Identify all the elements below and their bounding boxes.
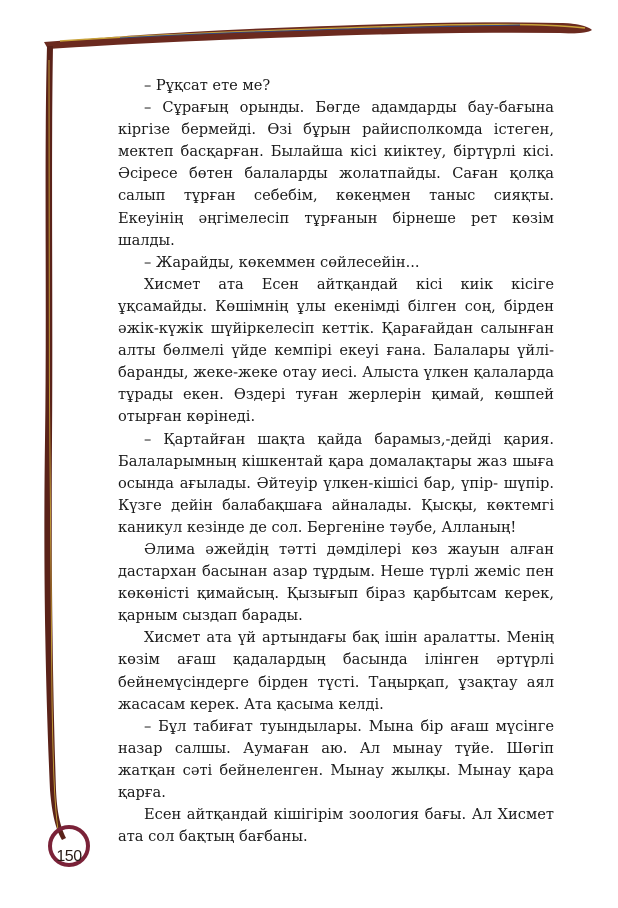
paragraph: – Сұрағың орынды. Бөгде адамдарды бау-бағына кіргізе бермейді. Өзі бұрын райисполкомда істеген, мектеп басқарған. Былайша кісі киіктеу, біртүрлі кісі. Әсіресе бөтен балаларды жолатпайды. Саған қолқа салып тұрған себебім, көкеңмен таныс сияқты. Екеуінің әңгімелесіп тұрғанын бірнеше рет көзім шалды. xyxy=(118,99,554,249)
page-number: 150 xyxy=(56,848,82,865)
paragraph: Хисмет ата үй артындағы бақ ішін аралатты. Менің көзім ағаш қадалардың басында ілінген әртүрлі бейнемүсіндерге бірден түсті. Таңырқап, ұзақтау аял жасасам керек. Ата қасыма келді. xyxy=(118,629,554,713)
page-body-text xyxy=(118,75,554,848)
paragraph: – Рұқсат ете ме? xyxy=(144,77,271,94)
paragraph: – Жарайды, көкеммен сөйлесейін... xyxy=(144,253,420,271)
top-branch-border xyxy=(44,22,592,49)
paragraph: – Қартайған шақта қайда барамыз,-дейді қария. Балаларымның кішкентай қара домалақтары жаз шыға осында ағылады. Әйтеуір үлкен-кішісі бар, үпір- шүпір. Күзге дейін балабақшаға айналады. Қысқы, көктемгі каникул кезінде де сол. Бергеніне тәубе, Алланың! xyxy=(118,430,554,536)
left-stem-border xyxy=(44,46,66,840)
paragraph: Есен айтқандай кішігірім зоология бағы. Ал Хисмет ата сол бақтың бағбаны. xyxy=(118,806,554,846)
paragraph: Әлима әжейдің тәтті дәмділері көз жауын алған дастархан басынан азар тұрдым. Неше түрлі жеміс пен көкөністі қимайсың. Қызығып біраз қарбытсам керек, қарным сыздап барады. xyxy=(118,540,554,625)
paragraph: Хисмет ата Есен айтқандай кісі киік кісіге ұқсамайды. Көшімнің ұлы екенімді білген соң, бірден әжік-күжік шүйіркелесіп кеттік. Қарағайдан салынған алты бөлмелі үйде кемпірі екеуі ғана. Балалары үйлі-баранды, жеке-жеке отау иесі. Алыста үлкен қалаларда тұрады екен. Өздері туған жерлерін қимай, көшпей отырған көрінеді. xyxy=(118,275,554,426)
paragraph: – Бұл табиғат туындылары. Мына бір ағаш мүсінге назар салшы. Аумаған аю. Ал мынау түйе. Шөгіп жатқан сәті бейнеленген. Мынау жылқы. Мынау қара қарға. xyxy=(118,717,554,801)
